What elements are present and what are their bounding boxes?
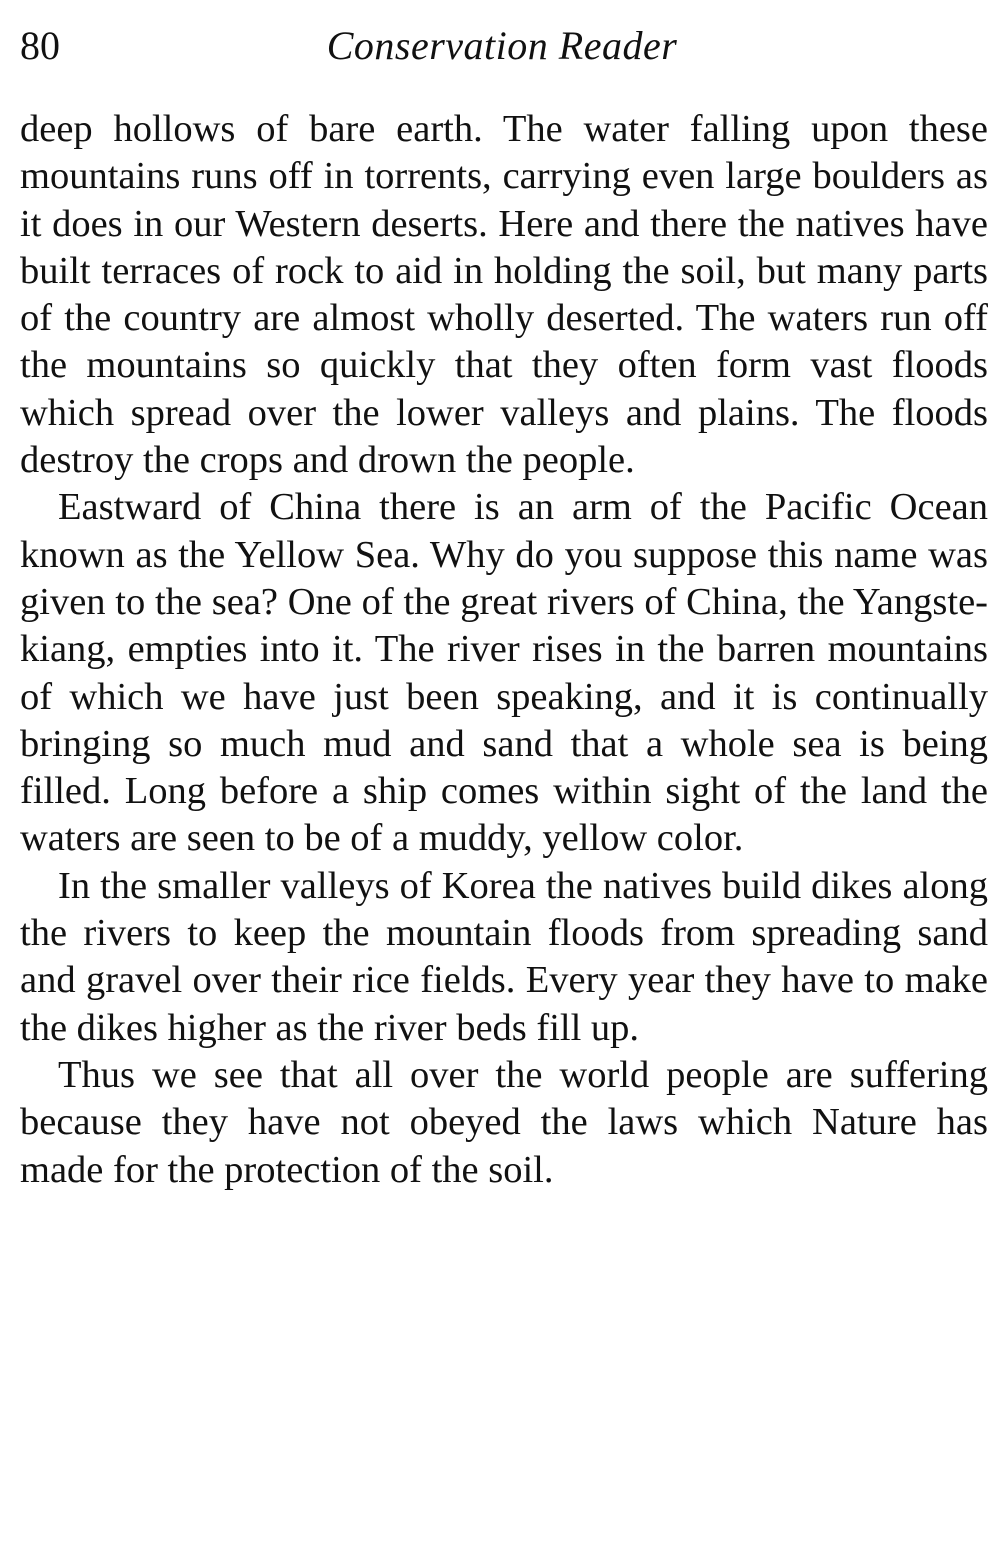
body-text [20,106,988,1194]
page-number: 80 [20,23,60,68]
book-title: Conservation Reader [326,23,678,68]
paragraph-continuation: deep hollows of bare earth. The water falling upon these mountains runs off in torrents, carrying even large boulders as it does in our Western deserts. Here and there the natives have built terraces of rock to aid in holding the soil, but many parts of the country are almost wholly deserted. The waters run off the mountains so quickly that they often form vast floods which spread over the lower valleys and plains. The floods destroy the crops and drown the people. [20,108,988,482]
running-head [20,18,984,74]
paragraph-korea-dikes: In the smaller valleys of Korea the natives build dikes along the rivers to keep the mountain floods from spreading sand and gravel over their rice fields. Every year they have to make the dikes higher as the river beds fill up. [20,864,988,1049]
paragraph-yellow-sea: Eastward of China there is an arm of the Pacific Ocean known as the Yellow Sea. Why do you suppose this name was given to the sea? One of the great rivers of China, the Yangste-kiang, empties into it. The river rises in the barren mountains of which we have just been speaking, and it is continually bringing so much mud and sand that a whole sea is being filled. Long before a ship comes within sight of the land the waters are seen to be of a muddy, yellow color. [20,486,988,860]
paragraph-conclusion: Thus we see that all over the world people are suffering because they have not obeyed the laws which Nature has made for the protection of the soil. [20,1053,988,1191]
